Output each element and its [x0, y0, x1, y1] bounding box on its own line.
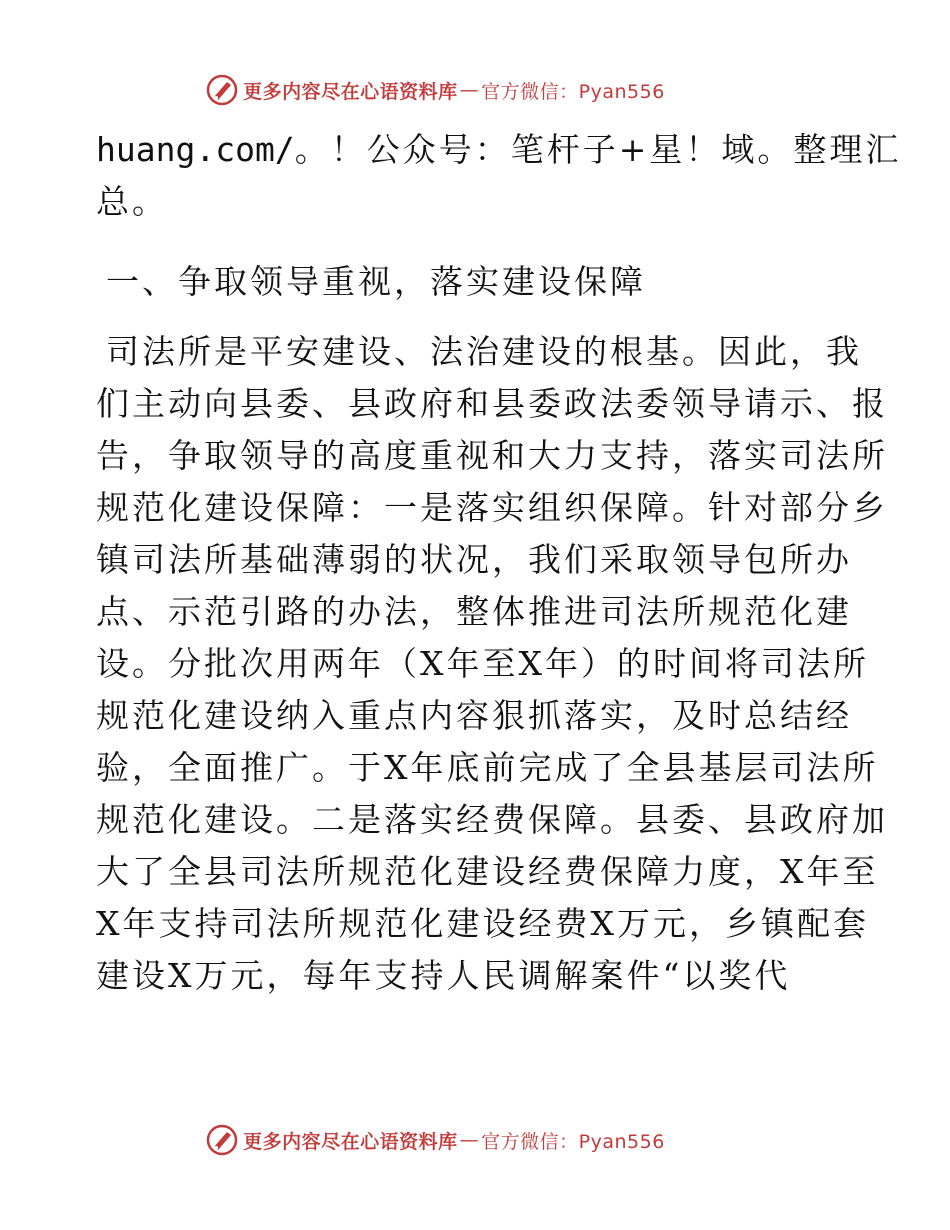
paragraph-line: 司法所是平安建设、法治建设的根基。因此，我: [106, 332, 862, 371]
watermark-dash: —: [459, 1129, 480, 1151]
paragraph-line: 镇司法所基础薄弱的状况，我们采取领导包所办: [96, 540, 852, 579]
paragraph-line: 建设X万元，每年支持人民调解案件“以奖代: [96, 956, 791, 995]
section-heading: 一、争取领导重视，落实建设保障: [106, 262, 646, 301]
paragraph-line: 规范化建设保障：一是落实组织保障。针对部分乡: [96, 488, 888, 527]
document-body: [96, 124, 902, 1002]
paragraph-line: X年支持司法所规范化建设经费X万元，乡镇配套: [96, 904, 869, 943]
paragraph-line: 们主动向县委、县政府和县委政法委领导请示、报: [96, 384, 888, 423]
header-watermark: [0, 70, 950, 110]
spacer: [96, 308, 866, 326]
footer-watermark: [0, 1120, 950, 1160]
spacer: [96, 228, 866, 256]
paragraph-line: 规范化建设纳入重点内容狠抓落实，及时总结经: [96, 696, 852, 735]
paragraph-line: 设。分批次用两年（X年至X年）的时间将司法所: [96, 644, 869, 683]
body-line-1: [96, 124, 902, 176]
watermark-main-text: 更多内容尽在心语资料库: [243, 1130, 458, 1153]
watermark-main-text: 更多内容尽在心语资料库: [243, 80, 458, 103]
paragraph-line: 点、示范引路的办法，整体推进司法所规范化建: [96, 592, 852, 631]
pen-logo-icon: [205, 1123, 239, 1157]
paragraph-line: 规范化建设。二是落实经费保障。县委、县政府加: [96, 800, 888, 839]
watermark-contact-text: 官方微信：Pyan556: [481, 80, 665, 103]
watermark-dash: —: [459, 79, 480, 101]
paragraph-line: 验，全面推广。于X年底前完成了全县基层司法所: [96, 748, 879, 787]
line1-rest: 。！公众号：笔杆子+星！域。整理汇: [294, 130, 902, 169]
pen-logo-icon: [205, 73, 239, 107]
url-fragment: huang.com/: [96, 130, 295, 169]
body-line-2: 总。: [96, 182, 168, 221]
watermark-contact-text: 官方微信：Pyan556: [481, 1130, 665, 1153]
paragraph-line: 告，争取领导的高度重视和大力支持，落实司法所: [96, 436, 888, 475]
paragraph-line: 大了全县司法所规范化建设经费保障力度，X年至: [96, 852, 879, 891]
